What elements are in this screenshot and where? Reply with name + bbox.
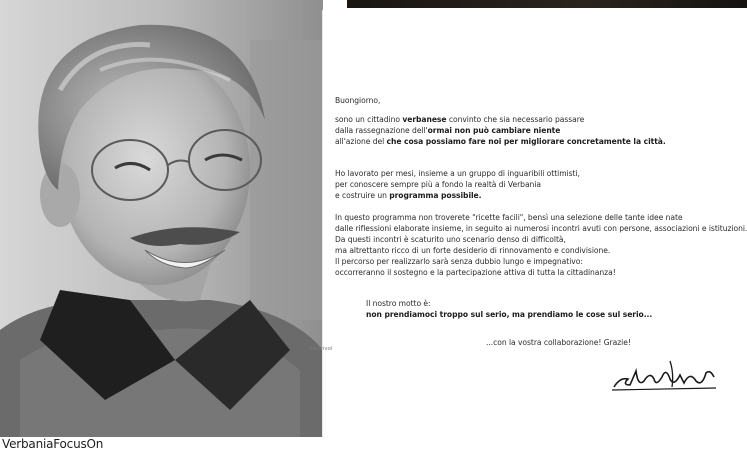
motto: non prendiamoci troppo sul serio, ma prendiamo le cose sul serio... <box>366 310 653 319</box>
letter-line: Il percorso per realizzarlo sarà senza dubbio lungo e impegnativo: <box>335 257 583 266</box>
letter-line: Ho lavorato per mesi, insieme a un gruppo di inguaribili ottimisti, <box>335 169 580 178</box>
photo-credit: lriconvoi <box>309 346 333 352</box>
motto-intro: Il nostro motto è: <box>366 299 431 308</box>
letter-line: e costruire un programma possibile. <box>335 191 482 200</box>
letter-sheet <box>309 10 747 437</box>
letter-line: occorreranno il sostegno e la partecipazione attiva di tutta la cittadinanza! <box>335 268 616 277</box>
letter-line: dalle riflessioni elaborate insieme, in seguito ai numerosi incontri avuti con persone, associazioni e istituzioni. <box>335 224 747 233</box>
portrait-photo <box>0 0 323 437</box>
letter-greeting: Buongiorno, <box>335 96 381 105</box>
letter-line: per conoscere sempre più a fondo la realtà di Verbania <box>335 180 541 189</box>
letter-line: ma altrettanto ricco di un forte desiderio di rinnovamento e condivisione. <box>335 246 611 255</box>
letter-line: Da questi incontri è scaturito uno scenario denso di difficoltà, <box>335 235 566 244</box>
handwritten-signature <box>610 357 720 393</box>
letter-line: all'azione del che cosa possiamo fare noi per migliorare concretamente la città. <box>335 137 666 146</box>
letter-line: sono un cittadino verbanese convinto che sia necessario passare <box>335 115 585 124</box>
dark-top-strip <box>347 0 747 8</box>
letter-line: dalla rassegnazione dell'ormai non può cambiare niente <box>335 126 561 135</box>
image-caption: VerbaniaFocusOn <box>2 437 104 451</box>
letter-line: In questo programma non troverete "ricette facili", bensì una selezione delle tante idee nate <box>335 213 683 222</box>
closing-line: ...con la vostra collaborazione! Grazie! <box>486 338 631 347</box>
